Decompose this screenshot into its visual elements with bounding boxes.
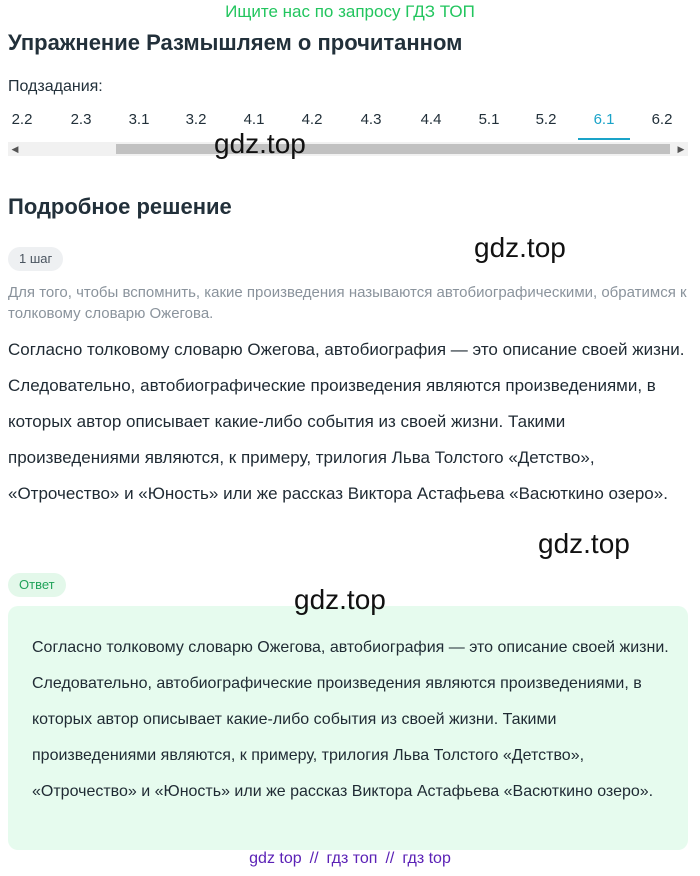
scroll-left-icon[interactable]: ◀ xyxy=(11,144,19,154)
tab-2-3[interactable]: 2.3 xyxy=(70,111,92,128)
tab-5-2[interactable]: 5.2 xyxy=(535,111,557,128)
tab-2-2[interactable]: 2.2 xyxy=(11,111,33,128)
footer-link[interactable]: gdz top xyxy=(249,850,302,867)
tab-3-2[interactable]: 3.2 xyxy=(185,111,207,128)
tab-4-3[interactable]: 4.3 xyxy=(360,111,382,128)
scroll-right-icon[interactable]: ▶ xyxy=(677,144,685,154)
page-title: Упражнение Размышляем о прочитанном xyxy=(8,30,463,55)
tab-4-1[interactable]: 4.1 xyxy=(243,111,265,128)
footer-link[interactable]: гдз топ xyxy=(326,850,378,867)
footer-links xyxy=(0,850,700,868)
footer-link[interactable]: гдз top xyxy=(402,850,451,867)
tab-4-4[interactable]: 4.4 xyxy=(420,111,442,128)
watermark: gdz.top xyxy=(294,584,386,615)
tab-5-1[interactable]: 5.1 xyxy=(478,111,500,128)
subtasks-label: Подзадания: xyxy=(8,78,103,95)
promo-link[interactable]: Ищите нас по запросу ГДЗ ТОП xyxy=(225,2,475,21)
footer-separator: // xyxy=(309,850,319,867)
tab-6-2[interactable]: 6.2 xyxy=(651,111,673,128)
tab-3-1[interactable]: 3.1 xyxy=(128,111,150,128)
watermark: gdz.top xyxy=(214,128,306,159)
scrollbar-thumb[interactable] xyxy=(116,144,670,154)
answer-badge: Ответ xyxy=(8,573,66,597)
solution-title: Подробное решение xyxy=(8,194,232,219)
watermark: gdz.top xyxy=(474,232,566,263)
footer-separator: // xyxy=(385,850,395,867)
step-badge: 1 шаг xyxy=(8,247,63,271)
tab-4-2[interactable]: 4.2 xyxy=(301,111,323,128)
subtask-tabs xyxy=(0,104,700,140)
step-hint: Для того, чтобы вспомнить, какие произведения называются автобиографическими, обратимся к толковому словарю Ожегова. xyxy=(8,284,687,322)
tab-6-1[interactable]: 6.1 xyxy=(578,104,630,140)
watermark: gdz.top xyxy=(538,528,630,559)
solution-text: Согласно толковому словарю Ожегова, автобиография — это описание своей жизни. Следовательно, автобиографические произведения являются произведениями, в которых автор описывает какие-либо события из своей жизни. Такими произведениями являются, к примеру, трилогия Льва Толстого «Детство», «Отрочество» и «Юность» или же рассказ Виктора Астафьева «Васюткино озеро». xyxy=(8,340,685,503)
answer-text: Согласно толковому словарю Ожегова, автобиография — это описание своей жизни. Следовательно, автобиографические произведения являются произведениями, в которых автор описывает какие-либо события из своей жизни. Такими произведениями являются, к примеру, трилогия Льва Толстого «Детство», «Отрочество» и «Юность» или же рассказ Виктора Астафьева «Васюткино озеро». xyxy=(32,639,669,800)
tabs-scrollbar[interactable] xyxy=(8,142,688,156)
